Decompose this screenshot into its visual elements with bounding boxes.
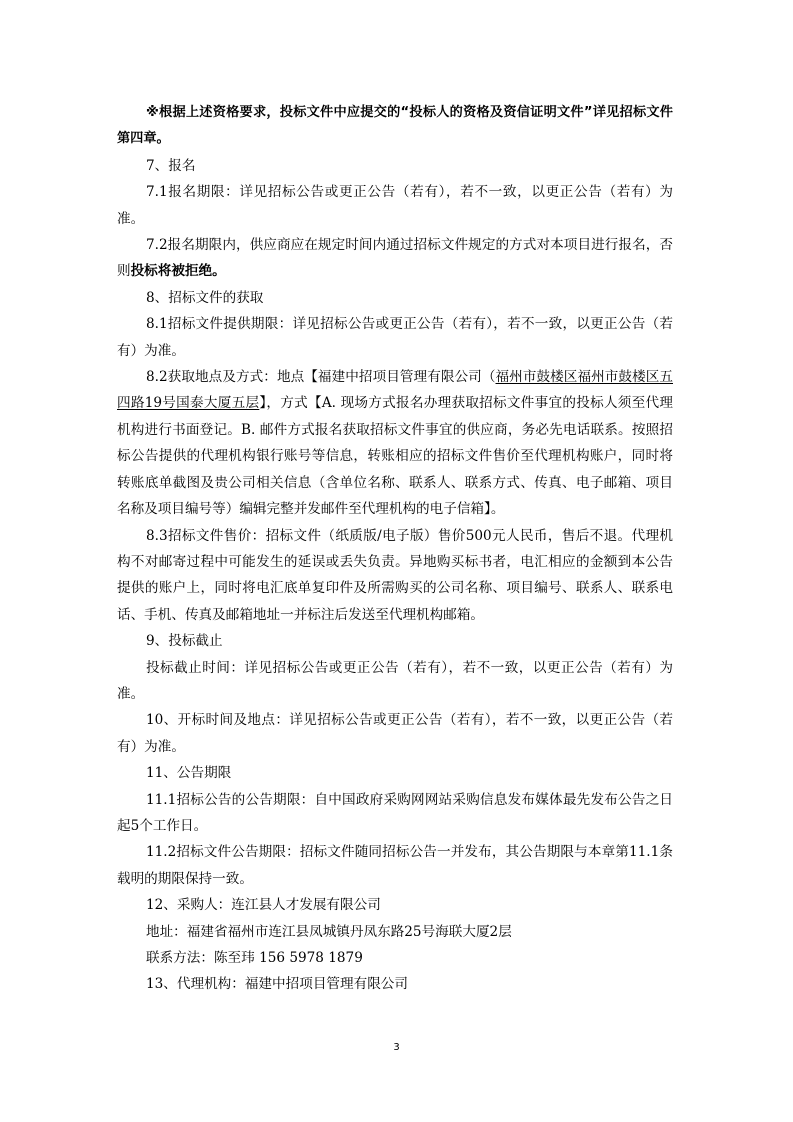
section-7-2: [117, 232, 673, 285]
purchaser-contact: 联系方法：陈至玮 156 5978 1879: [146, 950, 363, 966]
section-12-heading: 12、采购人：连江县人才发展有限公司: [146, 897, 381, 914]
document-body: [117, 100, 673, 998]
qualification-note: ※根据上述资格要求，投标文件中应提交的“投标人的资格及资信证明文件”详见招标文件第四章。: [117, 105, 673, 147]
section-7-2-bold: 投标将被拒绝。: [130, 263, 226, 280]
page-number: 3: [393, 1042, 400, 1053]
section-11-1: 11.1招标公告的公告期限：自中国政府采购网网站采购信息发布媒体最先发布公告之日起5个工作日。: [117, 791, 673, 834]
section-8-2-part-a: 8.2获取地点及方式：地点【福建中招项目管理有限公司（: [146, 369, 496, 386]
section-8-2-part-b: 】，方式【A. 现场方式报名办理获取招标文件事宜的投标人须至代理机构进行书面登记。B. 邮件方式报名获取招标文件事宜的供应商，务必先电话联系。按照招标公告提供的代理机构银行账号等信息，转账相应的招标文件售价至代理机构账户，同时将转账底单截图及贵公司相关信息（含单位名称、联系人、联系方式、传真、电子邮箱、项目名称及项目编号等）编辑完整并发邮件至代理机构的电子信箱】。: [117, 395, 673, 518]
agency-address-underlined: 福州市鼓楼区福州市鼓楼区五四路19号国泰大厦五层: [117, 369, 673, 412]
section-8-1: 8.1招标文件提供期限：详见招标公告或更正公告（若有），若不一致，以更正公告（若有）为准。: [117, 316, 673, 359]
section-9-heading: 9、投标截止: [146, 633, 223, 650]
section-7-heading: 7、报名: [146, 157, 196, 174]
section-8-3: 8.3招标文件售价：招标文件（纸质版/电子版）售价500元人民币，售后不退。代理机构不对邮寄过程中可能发生的延误或丢失负责。异地购买标书者，电汇相应的金额到本公告提供的账户上，同时将电汇底单复印件及所需购买的公司名称、项目编号、联系人、联系电话、手机、传真及邮箱地址一并标注后发送至代理机构邮箱。: [117, 527, 673, 623]
section-7-2-text: 7.2报名期限内，供应商应在规定时间内通过招标文件规定的方式对本项目进行报名，否则: [117, 237, 673, 280]
section-10: 10、开标时间及地点：详见招标公告或更正公告（若有），若不一致，以更正公告（若有）为准。: [117, 712, 673, 755]
purchaser-address: 地址：福建省福州市连江县凤城镇丹凤东路25号海联大厦2层: [146, 923, 512, 940]
section-11-heading: 11、公告期限: [146, 765, 232, 782]
section-8-heading: 8、招标文件的获取: [146, 289, 264, 306]
section-11-2: 11.2招标文件公告期限：招标文件随同招标公告一并发布，其公告期限与本章第11.1条载明的期限保持一致。: [117, 844, 673, 887]
section-7-1: 7.1报名期限：详见招标公告或更正公告（若有），若不一致，以更正公告（若有）为准。: [117, 184, 673, 227]
section-8-2: [117, 364, 673, 522]
section-13-heading: 13、代理机构：福建中招项目管理有限公司: [146, 976, 408, 993]
section-9-deadline: 投标截止时间：详见招标公告或更正公告（若有），若不一致，以更正公告（若有）为准。: [117, 659, 673, 702]
